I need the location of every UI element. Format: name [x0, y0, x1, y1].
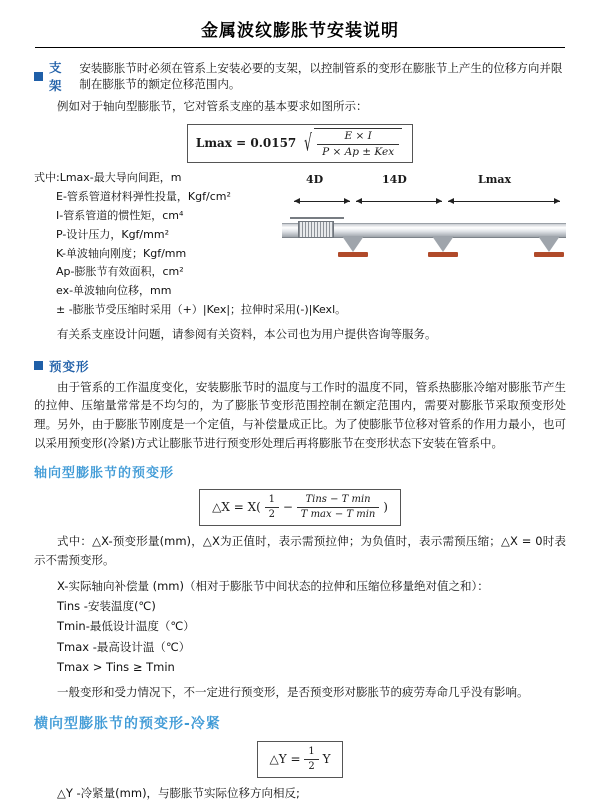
dimension-arrow-14d	[356, 201, 442, 202]
diagram-label-lmax: Lmax	[478, 172, 512, 186]
pipe-support-3	[534, 236, 564, 260]
lateral-formula	[257, 741, 344, 778]
legend-line-6: ex-单波轴向位移，mm	[56, 284, 172, 298]
axial-formula-fraction-half	[265, 494, 279, 521]
legend-line-4: K-单波轴向刚度；Kgf/mm	[56, 246, 187, 260]
dimension-arrow-lmax	[448, 201, 560, 202]
lateral-formula-rhs: Y	[322, 752, 331, 767]
page-title: 金属波纹膨胀节安装说明	[201, 21, 399, 41]
diagram-label-4d: 4D	[306, 172, 324, 186]
lateral-formula-box	[34, 741, 566, 778]
lmax-formula-numerator: √ E × I	[317, 130, 399, 145]
legend-line-0: 式中:Lmax-最大导向间距，m	[34, 170, 182, 184]
lmax-formula-lhs: Lmax = 0.0157	[195, 135, 297, 150]
dimension-arrow-4d	[294, 201, 350, 202]
axial-item-1: Tins -安装温度(℃)	[57, 598, 156, 613]
axial-formula-temp-num: Tins − T min	[297, 494, 380, 508]
axial-formula-box	[34, 489, 566, 526]
lmax-formula	[187, 124, 413, 163]
axial-formula-temp-den: T max − T min	[300, 509, 376, 521]
legend-line-7: ± -膨胀节受压缩时采用（+）|Kex|；拉伸时采用(-)|Kexl。	[56, 303, 347, 317]
lmax-formula-fraction	[317, 130, 399, 159]
subheading-axial-predeform: 轴向型膨胀节的预变形	[34, 466, 175, 482]
axial-formula	[199, 489, 401, 526]
bellows-tie-rod	[290, 217, 344, 219]
section-heading-predeform-label: 预变形	[49, 358, 90, 374]
axial-note: 式中：△X-预变形量(mm)，△X为正值时，表示需预拉伸；为负值时，表示需预压缩；△X = 0时表示不需预变形。	[34, 534, 566, 567]
pipe-support-1	[338, 236, 368, 260]
lateral-formula-den: 2	[308, 761, 315, 773]
support-paragraph-1: 安装膨胀节时必须在管系上安装必要的支架，以控制管系的变形在膨胀节上产生的位移方向并限制在膨胀节的额定位移范围内。	[79, 61, 563, 91]
axial-formula-lhs: △X = X(	[212, 500, 261, 515]
support-paragraph-2: 例如对于轴向型膨胀节，它对管系支座的基本要求如图所示：	[57, 99, 368, 113]
axial-formula-minus: −	[282, 500, 293, 515]
blue-square-bullet-icon-2	[34, 361, 43, 370]
blue-square-bullet-icon	[34, 72, 43, 81]
section-heading-predeform	[34, 357, 566, 375]
diagram-dimension-labels	[276, 173, 572, 189]
pipe-support-2	[428, 236, 458, 260]
document-content	[0, 58, 600, 803]
axial-formula-rhs: )	[383, 500, 388, 515]
lmax-formula-denominator: P × Ap ± Kex	[322, 145, 395, 158]
lateral-formula-lhs: △Y =	[269, 752, 301, 767]
axial-formula-fraction-temp	[297, 494, 380, 521]
legend-line-5: Ap-膨胀节有效面积，cm²	[56, 265, 184, 279]
lateral-formula-num: 1	[304, 746, 318, 760]
legend-line-2: I-管系管道的惯性矩，cm⁴	[56, 208, 184, 222]
legend-and-figure	[34, 169, 566, 320]
sqrt-icon	[304, 128, 402, 159]
diagram-label-14d: 14D	[382, 172, 407, 186]
lateral-note: △Y -冷紧量(mm)，与膨胀节实际位移方向相反;	[57, 786, 300, 801]
support-closing-paragraph: 有关系支座设计问题，请参阅有关资料，本公司也为用户提供咨询等服务。	[57, 327, 437, 342]
axial-closing: 一般变形和受力情况下，不一定进行预变形，是否预变形对膨胀节的疲劳寿命几乎没有影响。	[57, 684, 529, 699]
predeform-paragraph-1: 由于管系的工作温度变化，安装膨胀节时的温度与工作时的温度不同，管系热膨胀冷缩对膨胀节产生的拉伸、压缩量常常是不均匀的，为了膨胀节变形范围控制在额定范围内，需要对膨胀节采取预变形处理。另外，由于膨胀节刚度是一个定值，与补偿量成正比。为了使膨胀节位移对管系的作用力最小，也可以采用预变形(冷紧)方式让膨胀节进行预变形处理后再将膨胀节在变形状态下安装在管系中。	[34, 379, 566, 450]
title-divider	[35, 47, 565, 48]
axial-item-4: Tmax > Tins ≥ Tmin	[57, 660, 175, 675]
bellows-expansion-joint	[298, 221, 334, 238]
diagram-pipe-area	[276, 193, 572, 273]
axial-item-3: Tmax -最高设计温（℃）	[57, 639, 191, 654]
axial-item-0: X-实际轴向补偿量 (mm)（相对于膨胀节中间状态的拉伸和压缩位移量绝对值之和）：	[57, 578, 489, 593]
section-heading-support-label: 支架	[49, 60, 63, 93]
lmax-formula-box	[34, 124, 566, 163]
legend-line-1: E-管系管道材料弹性投量，Kgf/cm²	[56, 189, 231, 203]
axial-formula-half-den: 2	[268, 509, 275, 521]
section-heading-support	[34, 58, 566, 94]
pipe-support-diagram	[276, 173, 572, 285]
axial-item-2: Tmin-最低设计温度（℃）	[57, 619, 195, 634]
lateral-formula-fraction	[304, 746, 318, 773]
axial-formula-half-num: 1	[265, 494, 279, 508]
subheading-lateral-predeform: 横向型膨胀节的预变形-冷紧	[34, 716, 221, 733]
legend-line-3: P-设计压力，Kgf/mm²	[56, 227, 169, 241]
